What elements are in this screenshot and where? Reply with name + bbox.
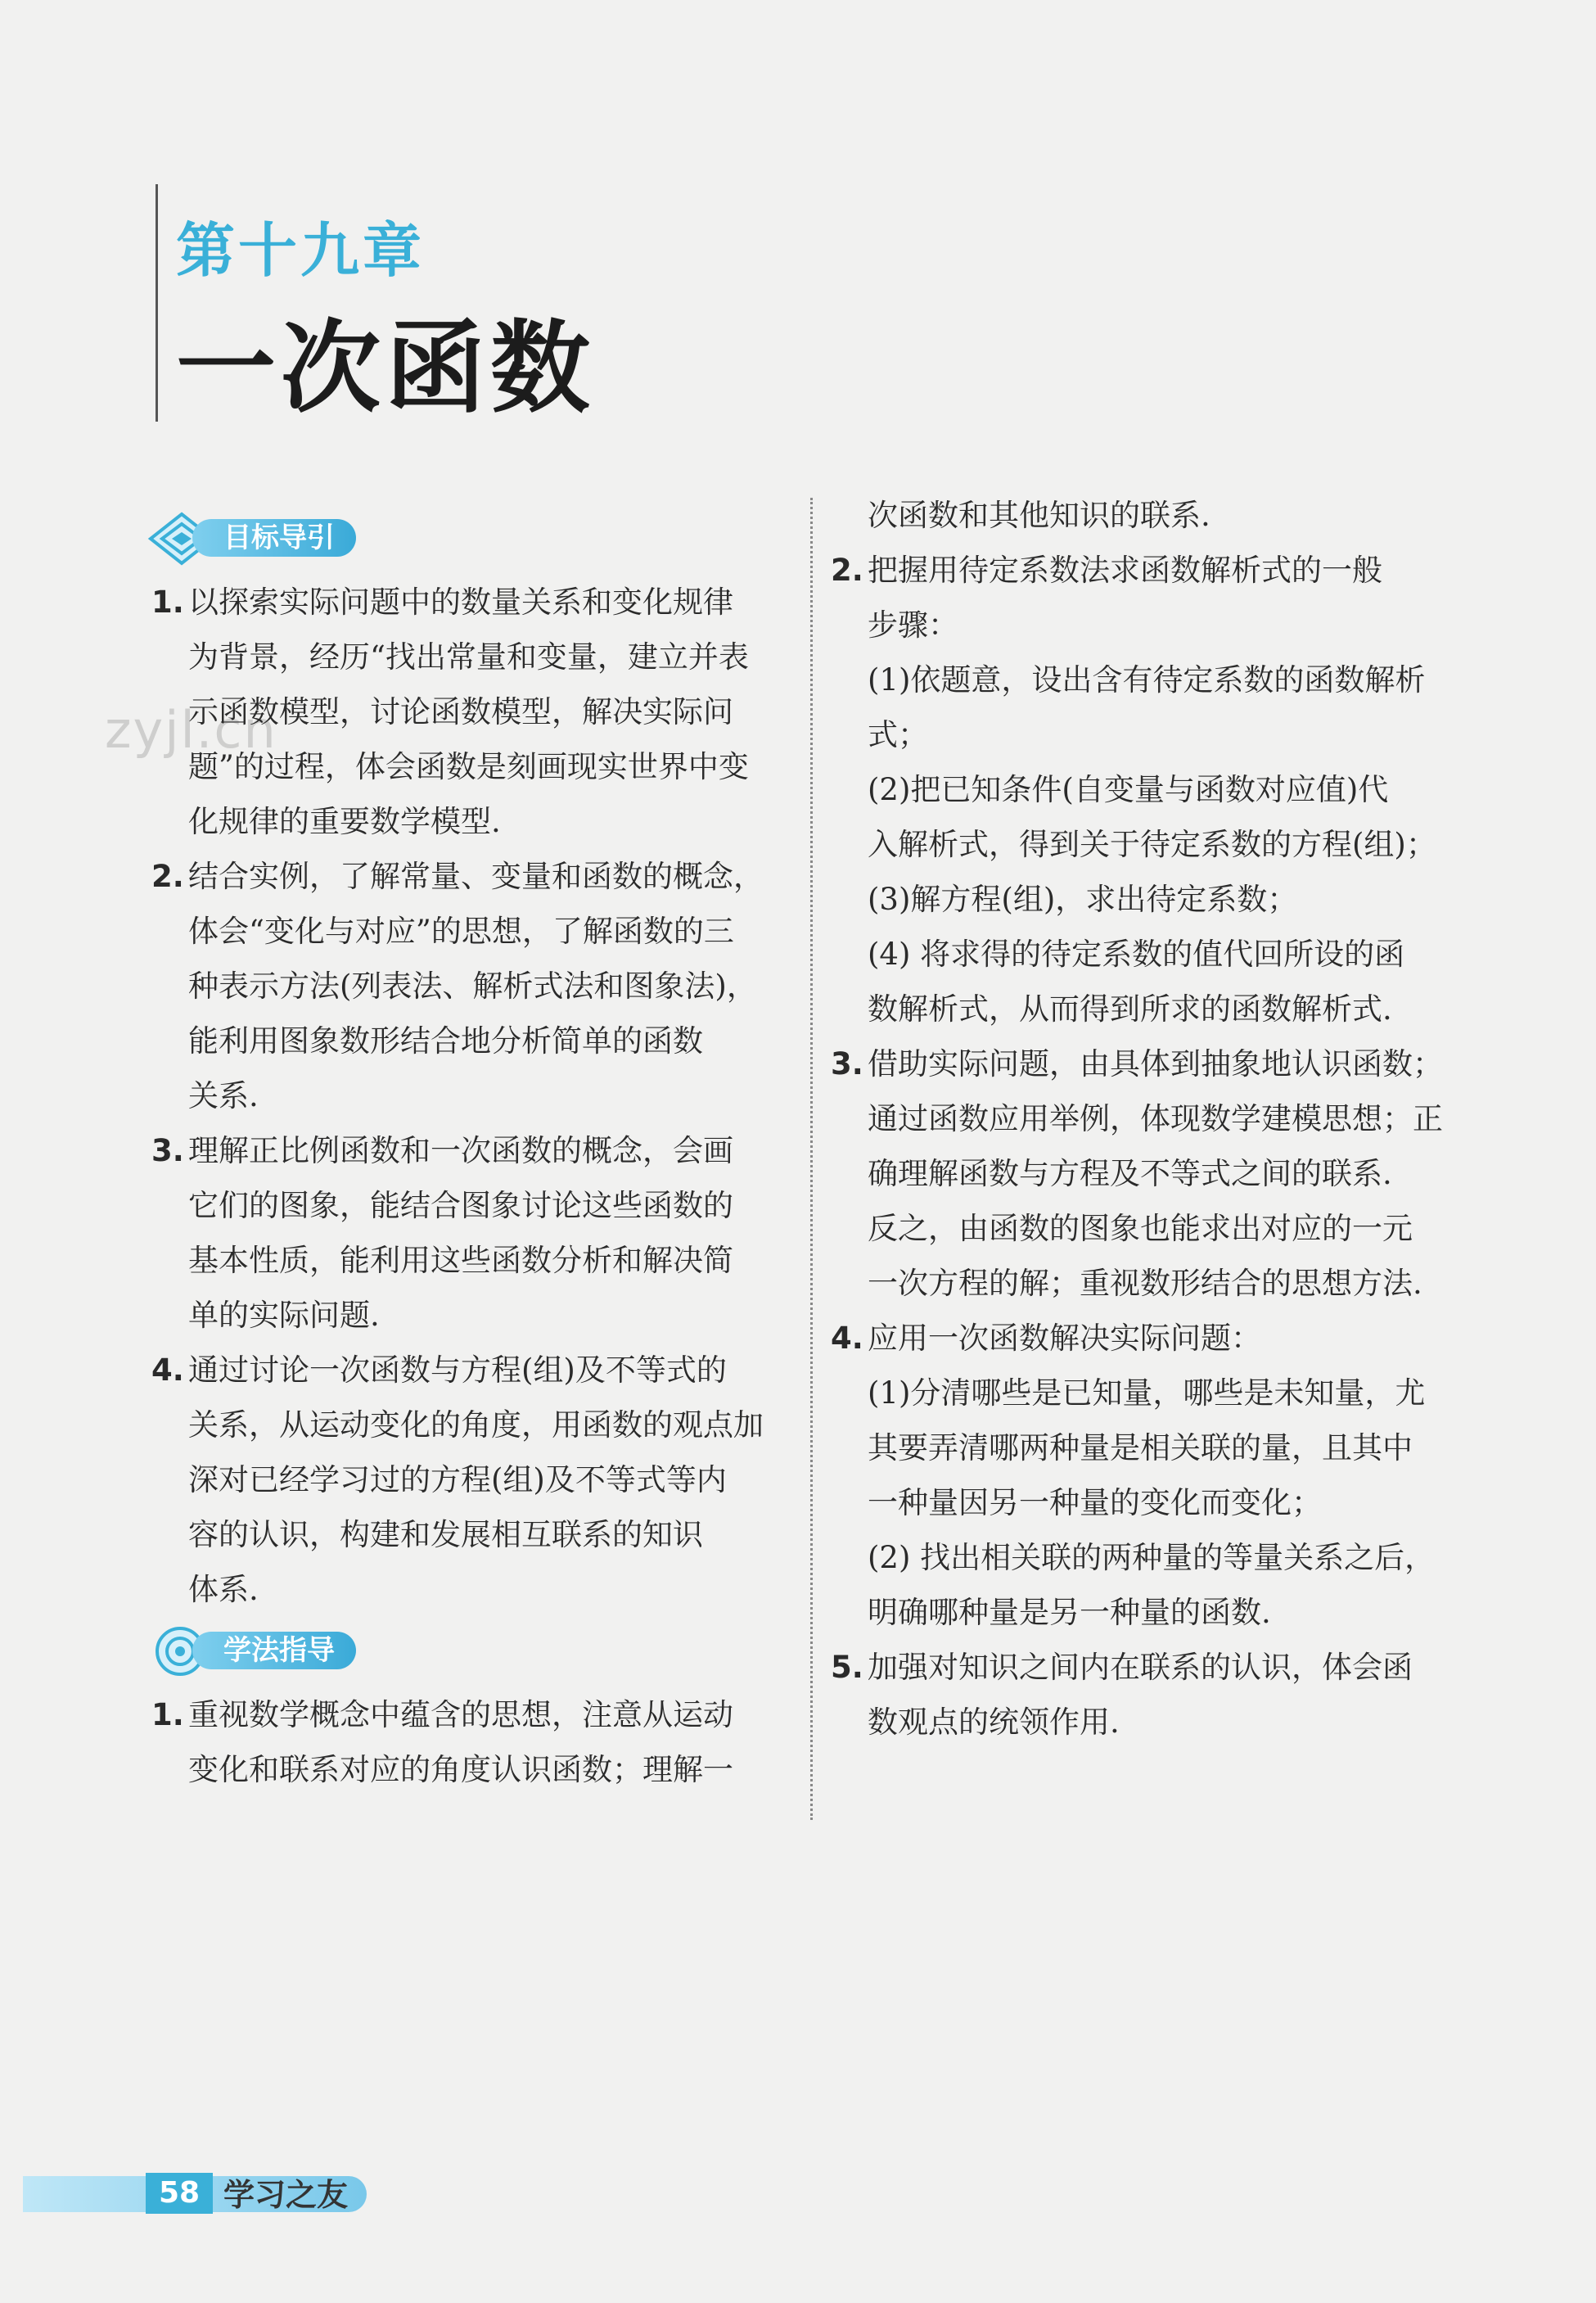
sub-step-line: 式； — [868, 717, 928, 752]
sub-step-line: (1)依题意，设出含有待定系数的函数解析 — [868, 662, 1426, 698]
text-line: 重视数学概念中蕴含的思想，注意从运动 — [188, 1697, 733, 1732]
sub-step-line: 入解析式，得到关于待定系数的方程(组)； — [868, 827, 1436, 862]
text-line: 体会“变化与对应”的思想，了解函数的三 — [188, 914, 734, 949]
sub-step-line: (3)解方程(组)，求出待定系数； — [868, 882, 1298, 917]
text-line: 数观点的统领作用. — [868, 1705, 1120, 1740]
text-line: 关系，从运动变化的角度，用函数的观点加 — [188, 1407, 764, 1443]
item-number: 4. — [151, 1352, 184, 1388]
left-column — [151, 508, 798, 1797]
text-line: 通过函数应用举例，体现数学建模思想；正 — [868, 1101, 1443, 1136]
text-line: 示函数模型，讨论函数模型，解决实际问 — [188, 694, 733, 729]
text-line: 确理解函数与方程及不等式之间的联系. — [868, 1156, 1392, 1191]
item-number: 5. — [831, 1650, 863, 1685]
column-divider — [810, 498, 813, 1820]
methods-list-right — [831, 543, 1486, 1750]
sub-step-line: (1)分清哪些是已知量，哪些是未知量，尤 — [868, 1375, 1426, 1411]
sub-step-line: 数解析式，从而得到所求的函数解析式. — [868, 991, 1392, 1027]
method-item — [831, 543, 1486, 653]
goal-item — [151, 849, 798, 1123]
item-number: 2. — [831, 553, 863, 588]
watermark: zyjl.cn — [105, 700, 277, 760]
method-item — [831, 1311, 1486, 1366]
goal-item — [151, 575, 798, 849]
text-line: 种表示方法(列表法、解析式法和图象法)， — [188, 969, 757, 1004]
text-line: 步骤： — [868, 607, 958, 643]
text-line: 能利用图象数形结合地分析简单的函数 — [188, 1023, 703, 1059]
item-number: 3. — [831, 1046, 863, 1082]
sub-step-line: 一种量因另一种量的变化而变化； — [868, 1485, 1322, 1520]
item-number: 2. — [151, 859, 184, 894]
text-line: 通过讨论一次函数与方程(组)及不等式的 — [188, 1352, 727, 1388]
item-number: 1. — [151, 585, 184, 620]
text-line: 把握用待定系数法求函数解析式的一般 — [868, 553, 1382, 588]
methods-badge — [147, 1623, 798, 1679]
method-item — [831, 1640, 1486, 1750]
goals-badge — [147, 511, 798, 567]
methods-list-left — [151, 1687, 798, 1797]
text-line: 加强对知识之间内在联系的认识，体会函 — [868, 1650, 1413, 1685]
item-number: 1. — [151, 1697, 184, 1732]
text-line: 一次方程的解；重视数形结合的思想方法. — [868, 1266, 1422, 1301]
text-line: 借助实际问题，由具体到抽象地认识函数； — [868, 1046, 1443, 1082]
text-line: 应用一次函数解决实际问题： — [868, 1321, 1261, 1356]
text-line: 结合实例，了解常量、变量和函数的概念， — [188, 859, 764, 894]
chapter-title: 一次函数 — [176, 309, 595, 427]
right-column — [831, 488, 1486, 1750]
sub-step-line: 其要弄清哪两种量是相关联的量，且其中 — [868, 1430, 1413, 1465]
goal-item — [151, 1343, 798, 1617]
title-rule — [156, 184, 158, 422]
sub-step-line: (2) 找出相关联的两种量的等量关系之后， — [868, 1540, 1436, 1575]
goal-item — [151, 1123, 798, 1343]
sub-step-line: 明确哪种量是另一种量的函数. — [868, 1595, 1271, 1630]
item-number: 4. — [831, 1321, 863, 1356]
text-line: 体系. — [188, 1572, 259, 1607]
text-line: 它们的图象，能结合图象讨论这些函数的 — [188, 1188, 733, 1223]
text-line: 关系. — [188, 1078, 259, 1113]
text-line: 容的认识，构建和发展相互联系的知识 — [188, 1517, 703, 1552]
text-line: 以探索实际问题中的数量关系和变化规律 — [188, 585, 733, 620]
methods-title: 学法指导 — [192, 1632, 356, 1669]
text-line: 理解正比例函数和一次函数的概念，会画 — [188, 1133, 733, 1168]
methods-item1-continuation: 次函数和其他知识的联系. — [868, 498, 1211, 533]
text-line: 反之，由函数的图象也能求出对应的一元 — [868, 1211, 1413, 1246]
goals-title: 目标导引 — [192, 519, 356, 557]
page-number: 58 — [146, 2173, 213, 2214]
item-number: 3. — [151, 1133, 184, 1168]
goals-list — [151, 575, 798, 1617]
text-line: 深对已经学习过的方程(组)及不等式等内 — [188, 1462, 727, 1497]
sub-step-line: (2)把已知条件(自变量与函数对应值)代 — [868, 772, 1389, 807]
text-line: 单的实际问题. — [188, 1298, 380, 1333]
text-line: 化规律的重要数学模型. — [188, 804, 501, 839]
page-footer — [23, 2161, 408, 2219]
sub-step-line: (4) 将求得的待定系数的值代回所设的函 — [868, 937, 1405, 972]
text-line: 为背景，经历“找出常量和变量，建立并表 — [188, 639, 749, 675]
book-brand: 学习之友 — [223, 2176, 349, 2213]
text-line: 基本性质，能利用这些函数分析和解决简 — [188, 1243, 733, 1278]
method-item — [831, 1036, 1486, 1311]
method-item — [151, 1687, 798, 1797]
chapter-label: 第十九章 — [176, 216, 426, 285]
text-line: 题”的过程，体会函数是刻画现实世界中变 — [188, 749, 749, 784]
text-line: 变化和联系对应的角度认识函数；理解一 — [188, 1752, 733, 1787]
